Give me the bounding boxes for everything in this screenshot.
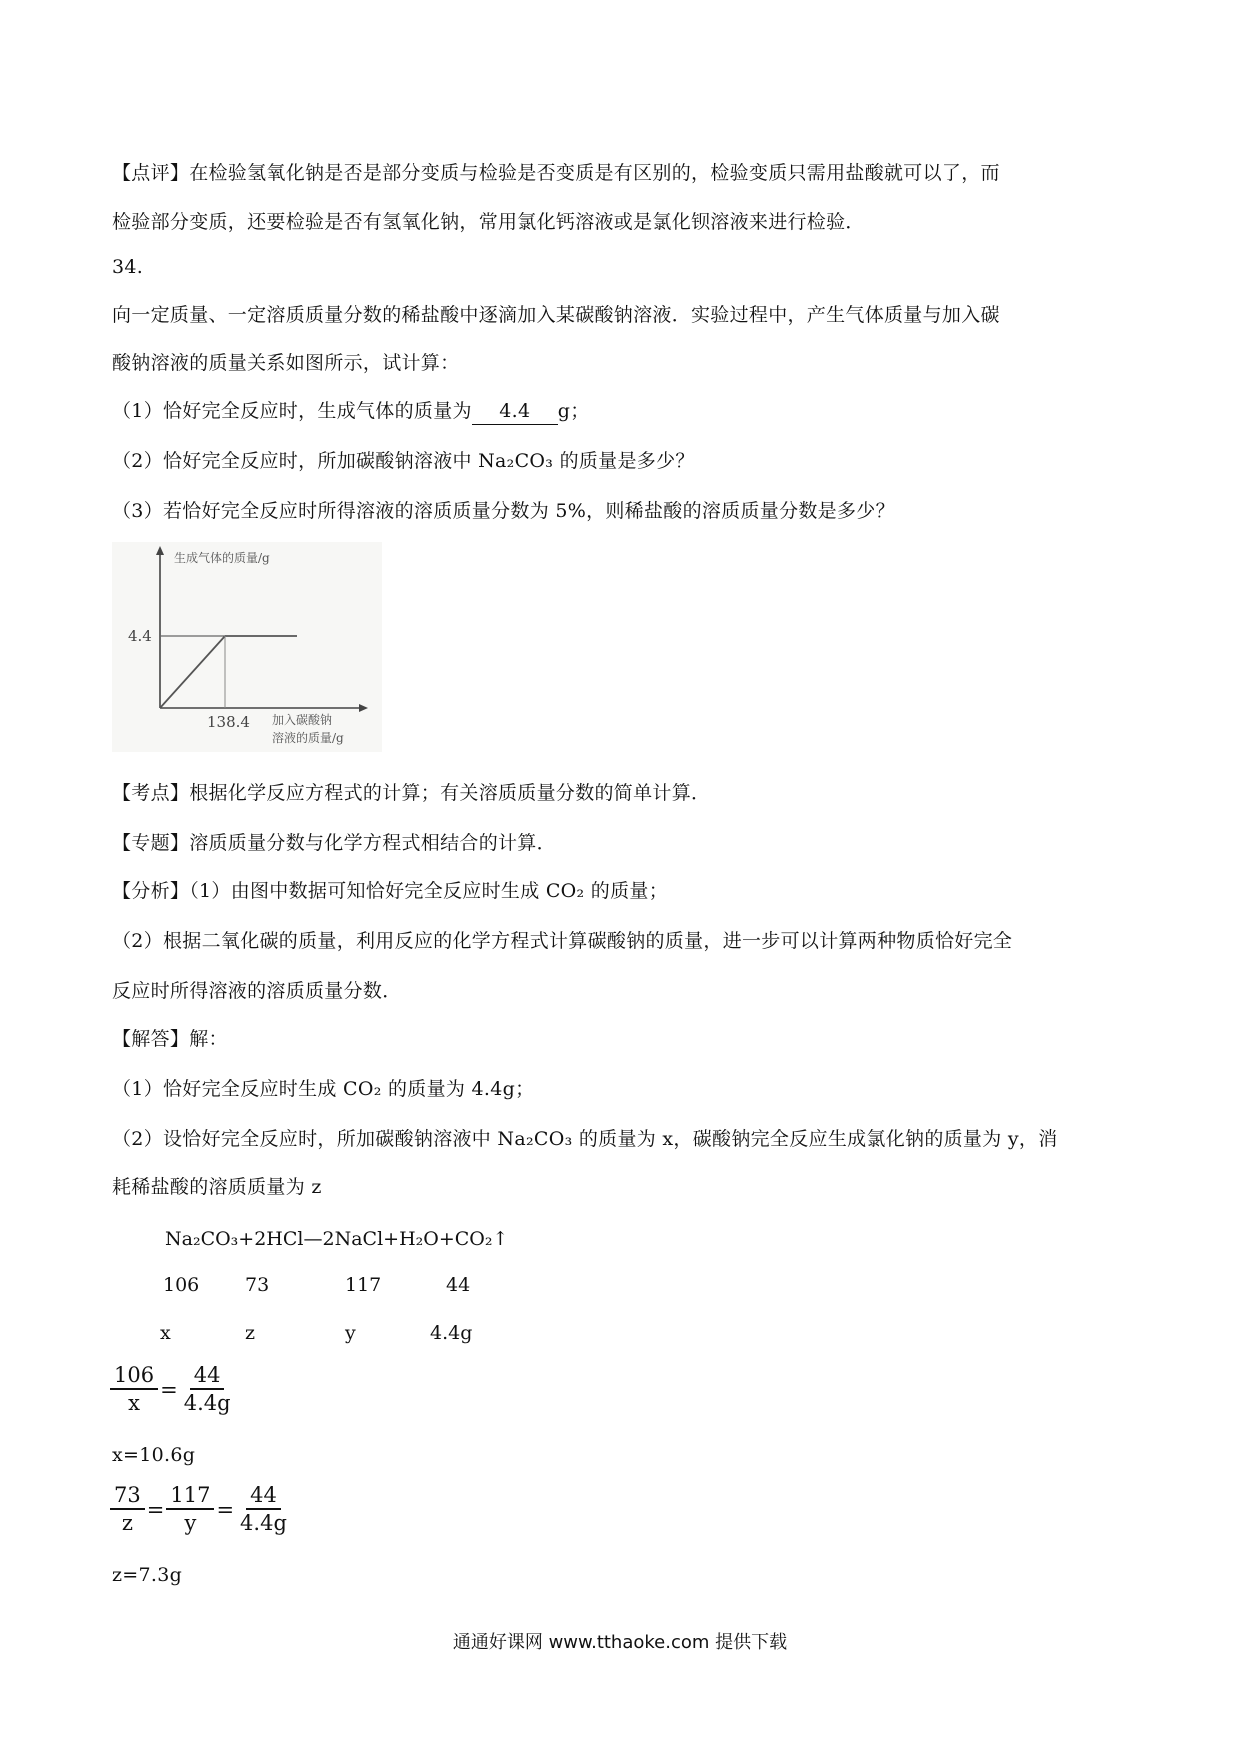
- fraction-44-over-4.4g: [236, 1482, 291, 1536]
- fraction-106-over-x: [110, 1362, 158, 1416]
- kaodian-line: 【考点】根据化学反应方程式的计算；有关溶质质量分数的简单计算．: [112, 782, 711, 804]
- fraction-117-over-y: [166, 1482, 214, 1536]
- question-part-2: （2）恰好完全反应时，所加碳酸钠溶液中 Na₂CO₃ 的质量是多少？: [112, 450, 695, 472]
- question-part-1-answer: 4.4: [472, 398, 558, 425]
- variable-y: y: [345, 1322, 356, 1344]
- numerator: 117: [166, 1482, 214, 1510]
- question-part-1-unit: g；: [557, 400, 590, 422]
- reaction-graph: [112, 542, 382, 752]
- variable-x: x: [160, 1322, 171, 1344]
- question-part-1-text: （1）恰好完全反应时，生成气体的质量为: [112, 400, 472, 422]
- denominator: x: [128, 1391, 140, 1415]
- analysis-line-1: 【分析】（1）由图中数据可知恰好完全反应时生成 CO₂ 的质量；: [112, 880, 668, 902]
- solution-step-1: （1）恰好完全反应时生成 CO₂ 的质量为 4.4g；: [112, 1078, 535, 1100]
- chemical-equation: Na₂CO₃+2HCl—2NaCl+H₂O+CO₂↑: [165, 1228, 509, 1250]
- equals-sign: =: [160, 1378, 178, 1402]
- numerator: 106: [110, 1362, 158, 1390]
- question-stem-line-2: 酸钠溶液的质量关系如图所示，试计算：: [112, 352, 460, 374]
- proportion-equation-z: [110, 1482, 291, 1536]
- x-axis-label-line-2: 溶液的质量/g: [272, 731, 344, 745]
- solution-step-2-line-2: 耗稀盐酸的溶质质量为 z: [112, 1176, 322, 1198]
- analysis-line-2: （2）根据二氧化碳的质量，利用反应的化学方程式计算碳酸钠的质量，进一步可以计算两种物质恰好完全: [112, 930, 1013, 952]
- variable-co2-mass: 4.4g: [430, 1322, 473, 1344]
- x-axis-label-line-1: 加入碳酸钠: [272, 713, 333, 727]
- solution-header: 【解答】解：: [112, 1028, 228, 1050]
- molar-mass-na2co3: 106: [163, 1274, 200, 1296]
- result-x: x=10.6g: [112, 1444, 196, 1466]
- numerator: 73: [110, 1482, 145, 1510]
- solution-step-2-line-1: （2）设恰好完全反应时，所加碳酸钠溶液中 Na₂CO₃ 的质量为 x，碳酸钠完全反应生成氯化钠的质量为 y，消: [112, 1128, 1058, 1150]
- molar-mass-nacl: 117: [345, 1274, 382, 1296]
- numerator: 44: [246, 1482, 281, 1510]
- denominator: 4.4g: [240, 1511, 287, 1535]
- question-part-1: [112, 398, 590, 425]
- variable-z: z: [245, 1322, 256, 1344]
- x-tick-label: 138.4: [207, 713, 250, 731]
- equals-sign: =: [146, 1498, 165, 1522]
- denominator: z: [121, 1511, 133, 1535]
- question-number: 34.: [112, 256, 144, 278]
- molar-mass-co2: 44: [446, 1274, 471, 1296]
- denominator: y: [184, 1511, 197, 1535]
- review-line-1: 【点评】在检验氢氧化钠是否是部分变质与检验是否变质是有区别的，检验变质只需用盐酸就可以了，而: [112, 162, 1000, 184]
- page-footer: 通通好课网 www.tthaoke.com 提供下载: [452, 1632, 788, 1653]
- fraction-73-over-z: [110, 1482, 145, 1536]
- result-z: z=7.3g: [112, 1564, 183, 1586]
- denominator: 4.4g: [183, 1391, 231, 1415]
- numerator: 44: [190, 1362, 225, 1390]
- review-line-2: 检验部分变质，还要检验是否有氢氧化钠，常用氯化钙溶液或是氯化钡溶液来进行检验．: [112, 211, 865, 233]
- molar-mass-hcl: 73: [245, 1274, 270, 1296]
- fraction-44-over-4.4g: [180, 1362, 235, 1416]
- question-stem-line-1: 向一定质量、一定溶质质量分数的稀盐酸中逐滴加入某碳酸钠溶液．实验过程中，产生气体质量与加入碳: [112, 304, 1000, 326]
- y-axis-label: 生成气体的质量/g: [174, 551, 270, 565]
- zhuanti-line: 【专题】溶质质量分数与化学方程式相结合的计算．: [112, 832, 556, 854]
- question-part-3: （3）若恰好完全反应时所得溶液的溶质质量分数为 5%，则稀盐酸的溶质质量分数是多少？: [112, 500, 895, 522]
- proportion-equation-x: [110, 1362, 235, 1416]
- equals-sign: =: [216, 1498, 235, 1522]
- y-tick-label: 4.4: [128, 627, 152, 645]
- analysis-line-3: 反应时所得溶液的溶质质量分数．: [112, 980, 402, 1002]
